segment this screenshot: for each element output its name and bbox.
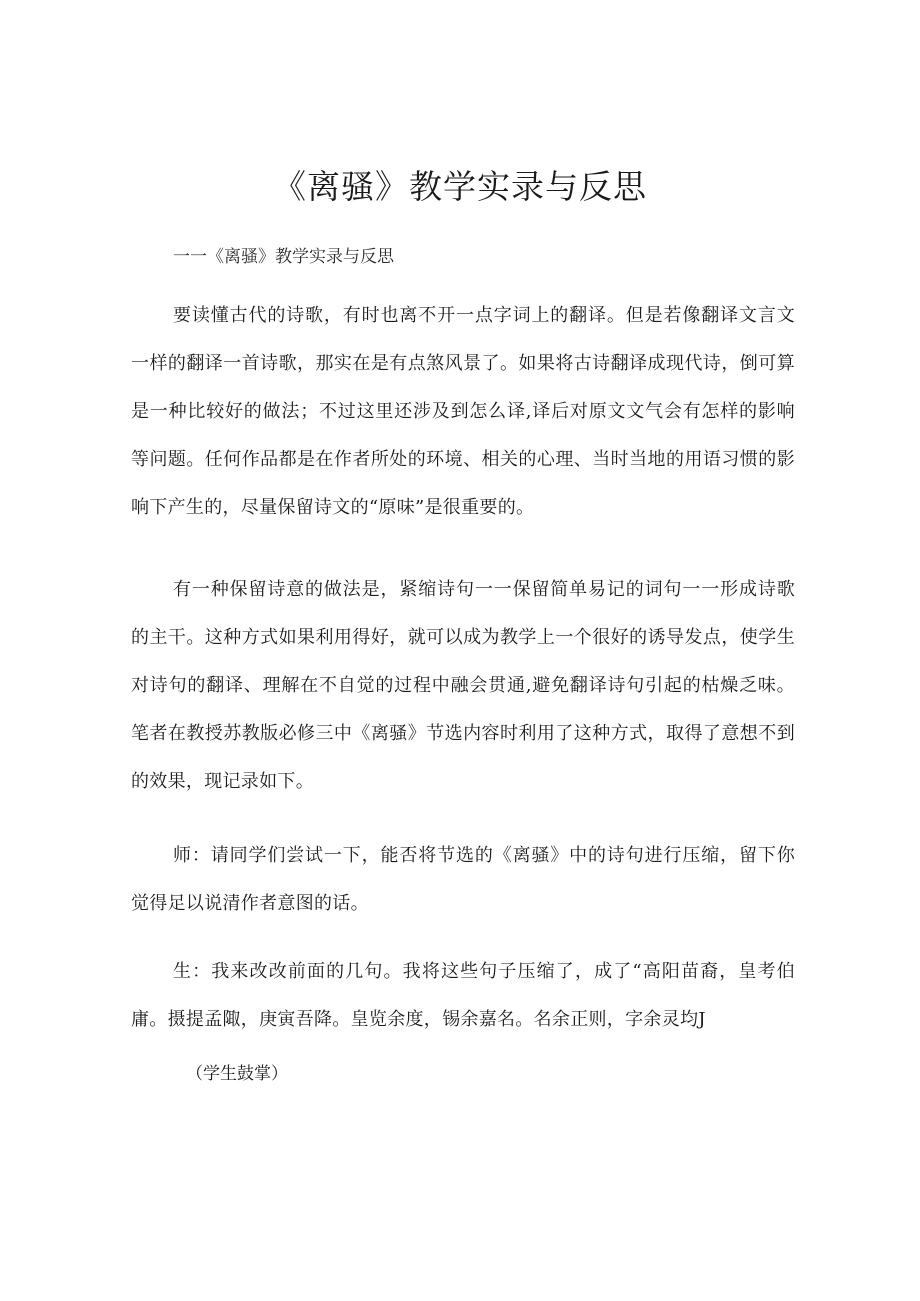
paragraph-2: 有一种保留诗意的做法是，紧缩诗句一一保留简单易记的词句一一形成诗歌的主干。这种方式如果利用得好，就可以成为教学上一个很好的诱导发点，使学生对诗句的翻译、理解在不自觉的过程中融会贯通,避免翻译诗句引起的枯燥乏味。笔者在教授苏教版必修三中《离骚》节选内容时利用了这种方式，取得了意想不到的效果，现记录如下。 xyxy=(131,579,795,792)
document-subtitle: 一一《离骚》教学实录与反思 xyxy=(173,247,394,267)
stage-note: （学生鼓掌） xyxy=(186,1064,288,1084)
paragraph-student: 生：我来改改前面的几句。我将这些句子压缩了，成了“高阳苗裔，皇考伯庸。摄提孟陬，庚寅吾降。皇览余度，锡余嘉名。名余正则，字余灵均J xyxy=(131,961,795,1030)
paragraph-teacher: 师：请同学们尝试一下，能否将节选的《离骚》中的诗句进行压缩，留下你觉得足以说清作者意图的话。 xyxy=(131,845,795,914)
document-title: 《离骚》教学实录与反思 xyxy=(273,167,647,206)
paragraph-1: 要读懂古代的诗歌，有时也离不开一点字词上的翻译。但是若像翻译文言文一样的翻译一首诗歌，那实在是有点煞风景了。如果将古诗翻译成现代诗，倒可算是一种比较好的做法；不过这里还涉及到怎么译,译后对原文文气会有怎样的影响等问题。任何作品都是在作者所处的环境、相关的心理、当时当地的用语习惯的影响下产生的，尽量保留诗文的“原味”是很重要的。 xyxy=(131,305,795,518)
